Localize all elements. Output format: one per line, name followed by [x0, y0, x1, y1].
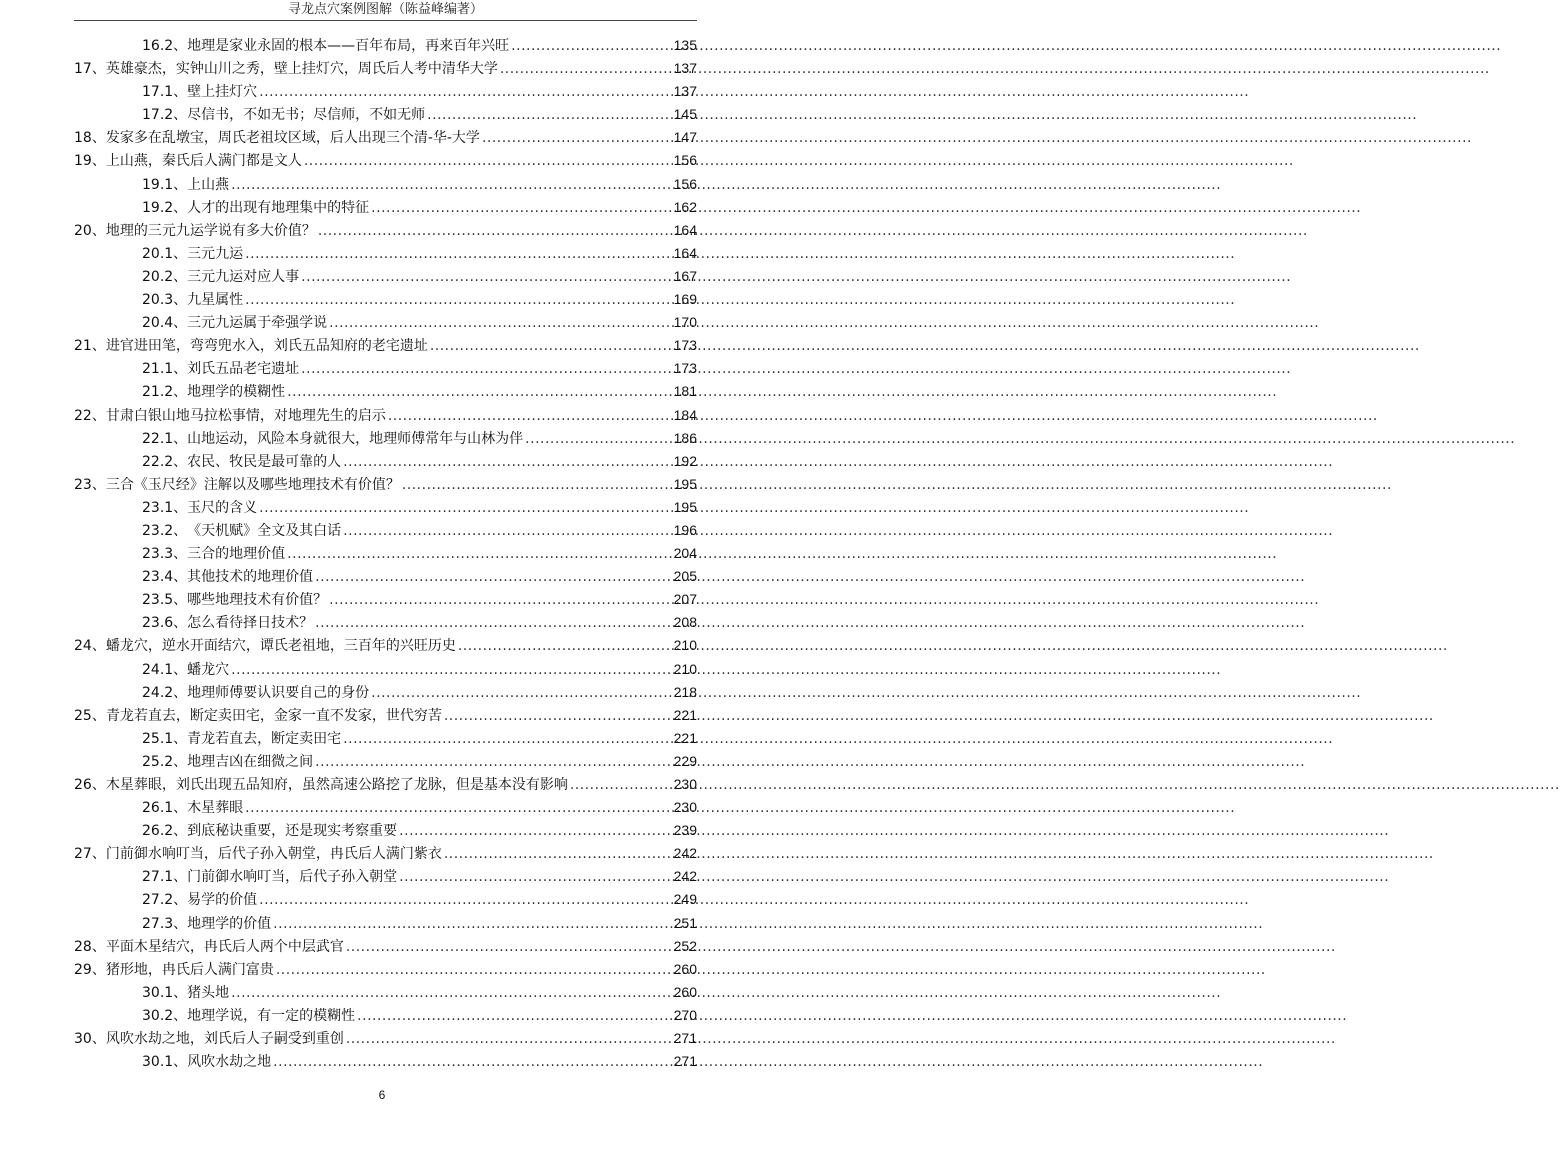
- dot-leader: [245, 797, 671, 820]
- toc-subentry[interactable]: [74, 380, 697, 403]
- toc-entry-number: 24.2、: [142, 684, 188, 701]
- toc-subentry[interactable]: [74, 80, 697, 103]
- toc-entry[interactable]: [74, 334, 697, 357]
- toc-entry-number: 23.2、: [142, 522, 188, 539]
- toc-entry-title: 地理学的价值: [187, 915, 272, 932]
- toc-subentry[interactable]: [74, 427, 697, 450]
- toc-entry-page: 195: [673, 498, 697, 515]
- toc-subentry[interactable]: [74, 588, 697, 611]
- toc-entry-page: 137: [673, 83, 697, 100]
- toc-entry-page: 218: [673, 683, 697, 700]
- dot-leader: [315, 612, 671, 635]
- toc-subentry[interactable]: [74, 311, 697, 334]
- toc-subentry[interactable]: [74, 173, 697, 196]
- dot-leader: [245, 289, 671, 312]
- toc-entry-page: 210: [673, 660, 697, 677]
- toc-entry-page: 210: [673, 637, 697, 654]
- toc-entry-number: 27.3、: [142, 915, 188, 932]
- toc-subentry[interactable]: [74, 727, 697, 750]
- toc-entry-number: 26.1、: [142, 800, 188, 817]
- dot-leader: [315, 751, 671, 774]
- toc-entry-number: 21.2、: [142, 384, 188, 401]
- toc-entry-title: 三元九运对应人事: [187, 268, 300, 285]
- toc-entry-page: 249: [673, 891, 697, 908]
- toc-entry-page: 270: [673, 1006, 697, 1023]
- toc-entry-number: 30.1、: [142, 984, 188, 1001]
- toc-entry-number: 24、: [74, 638, 106, 655]
- toc-entry-page: 271: [673, 1030, 697, 1047]
- toc-entry-number: 22.2、: [142, 453, 188, 470]
- toc-subentry[interactable]: [74, 750, 697, 773]
- toc-entry-number: 20.2、: [142, 268, 188, 285]
- toc-entry-page: 147: [673, 129, 697, 146]
- toc-subentry[interactable]: [74, 542, 697, 565]
- dot-leader: [276, 959, 672, 982]
- toc-entry-number: 25.1、: [142, 730, 188, 747]
- toc-entry-number: 27.2、: [142, 892, 188, 909]
- toc-entry[interactable]: [74, 634, 697, 657]
- toc-entry-number: 23.5、: [142, 592, 188, 609]
- toc-entry-page: 205: [673, 568, 697, 585]
- toc-entry-title: 玉尺的含义: [187, 499, 258, 516]
- toc-entry-number: 28、: [74, 938, 106, 955]
- dot-leader: [343, 520, 671, 543]
- toc-entry-title: 地理学说，有一定的模糊性: [187, 1007, 356, 1024]
- toc-entry-title: 进官进田笔，弯弯兜水入，刘氏五品知府的老宅遗址: [105, 338, 428, 355]
- toc-entry-title: 《天机赋》全文及其白话: [187, 522, 342, 539]
- toc-entry-page: 251: [673, 914, 697, 931]
- toc-entry-page: 181: [673, 383, 697, 400]
- toc-entry-title: 上山燕，秦氏后人满门都是文人: [105, 153, 302, 170]
- toc-entry-title: 青龙若直去，断定卖田宅，金家一直不发家，世代穷苦: [105, 707, 442, 724]
- page-header: 寻龙点穴案例图解（陈益峰编著）: [287, 2, 483, 17]
- dot-leader: [273, 913, 671, 936]
- toc-entry[interactable]: [74, 1027, 697, 1050]
- dot-leader: [444, 843, 672, 866]
- toc-entry-title: 上山燕: [187, 176, 230, 193]
- dot-leader: [318, 220, 672, 243]
- toc-entry-page: 164: [673, 244, 697, 261]
- toc-entry-number: 21.1、: [142, 361, 188, 378]
- toc-entry-page: 184: [673, 406, 697, 423]
- dot-leader: [287, 381, 671, 404]
- dot-leader: [301, 266, 671, 289]
- toc-entry-number: 17.1、: [142, 84, 188, 101]
- dot-leader: [371, 197, 671, 220]
- toc-entry-title: 地理是家业永固的根本——百年布局，再来百年兴旺: [187, 38, 510, 54]
- dot-leader: [329, 312, 671, 335]
- toc-entry-number: 30、: [74, 1031, 106, 1048]
- toc-subentry[interactable]: [74, 912, 697, 935]
- toc-entry[interactable]: [74, 126, 697, 149]
- toc-entry-title: 门前御水响叮当，后代子孙入朝堂: [187, 869, 398, 886]
- toc-entry-title: 甘肃白银山地马拉松事情，对地理先生的启示: [105, 407, 386, 424]
- toc-entry-number: 27.1、: [142, 869, 188, 886]
- toc-entry-page: 156: [673, 175, 697, 192]
- toc-entry-title: 三元九运属于牵强学说: [187, 315, 328, 332]
- toc-entry-number: 23.3、: [142, 546, 188, 563]
- toc-entry-title: 尽信书，不如无书；尽信师，不如无师: [187, 107, 426, 124]
- toc-entry-page: 260: [673, 983, 697, 1000]
- dot-leader: [301, 358, 671, 381]
- toc-subentry[interactable]: [74, 611, 697, 634]
- toc-entry-page: 229: [673, 752, 697, 769]
- header-divider: [74, 20, 697, 21]
- toc-entry-title: 三元九运: [187, 245, 244, 262]
- dot-leader: [343, 728, 671, 751]
- toc-subentry[interactable]: [74, 242, 697, 265]
- toc-subentry[interactable]: [74, 981, 697, 1004]
- toc-entry-page: 242: [673, 868, 697, 885]
- toc-entry-title: 九星属性: [187, 292, 244, 309]
- toc-entry-title: 易学的价值: [187, 892, 258, 909]
- toc-entry-title: 怎么看待择日技术？: [187, 615, 314, 632]
- toc-entry-title: 哪些地理技术有价值？: [187, 592, 328, 609]
- dot-leader: [259, 497, 671, 520]
- toc-entry[interactable]: [74, 57, 697, 80]
- toc-subentry[interactable]: [74, 658, 697, 681]
- toc-entry-page: 196: [673, 521, 697, 538]
- toc-subentry[interactable]: [74, 519, 697, 542]
- toc-entry-title: 风吹水劫之地: [187, 1054, 272, 1071]
- toc-subentry[interactable]: [74, 565, 697, 588]
- toc-subentry[interactable]: [74, 888, 697, 911]
- toc-entry[interactable]: [74, 704, 697, 727]
- toc-entry-number: 22、: [74, 407, 106, 424]
- toc-entry-number: 30.2、: [142, 1007, 188, 1024]
- dot-leader: [357, 1005, 671, 1028]
- toc-entry-title: 农民、牧民是最可靠的人: [187, 453, 342, 470]
- toc-entry-page: 207: [673, 591, 697, 608]
- toc-entry[interactable]: [74, 149, 697, 172]
- toc-entry-number: 29、: [74, 961, 106, 978]
- dot-leader: [427, 104, 671, 127]
- toc-entry-title: 猪形地，冉氏后人满门富贵: [105, 961, 274, 978]
- toc-entry-page: 192: [673, 452, 697, 469]
- toc-entry-title: 地理师傅要认识要自己的身份: [187, 684, 370, 701]
- toc-entry-number: 25.2、: [142, 753, 188, 770]
- toc-entry-title: 蟠龙穴，逆水开面结穴，谭氏老祖地，三百年的兴旺历史: [105, 638, 456, 655]
- page-number: 6: [378, 1088, 386, 1102]
- table-of-contents: [74, 34, 697, 1073]
- toc-entry[interactable]: [74, 404, 697, 427]
- toc-entry-number: 20.4、: [142, 315, 188, 332]
- toc-subentry[interactable]: [74, 288, 697, 311]
- toc-entry-title: 猪头地: [187, 984, 230, 1001]
- toc-entry-title: 英雄豪杰，实钟山川之秀，壁上挂灯穴，周氏后人考中清华大学: [105, 61, 498, 78]
- dot-leader: [329, 589, 671, 612]
- toc-subentry[interactable]: [74, 865, 697, 888]
- toc-entry[interactable]: [74, 773, 697, 796]
- dot-leader: [259, 81, 671, 104]
- dot-leader: [231, 659, 671, 682]
- toc-entry-page: 221: [673, 729, 697, 746]
- toc-entry-number: 17.2、: [142, 107, 188, 124]
- dot-leader: [315, 566, 671, 589]
- dot-leader: [343, 451, 671, 474]
- dot-leader: [399, 866, 671, 889]
- toc-entry-page: 271: [673, 1053, 697, 1070]
- toc-entry-title: 蟠龙穴: [187, 661, 230, 678]
- toc-subentry[interactable]: [74, 196, 697, 219]
- dot-leader: [444, 705, 672, 728]
- toc-entry-number: 25、: [74, 707, 106, 724]
- toc-entry-page: 162: [673, 198, 697, 215]
- toc-entry-page: 230: [673, 799, 697, 816]
- toc-entry-title: 地理学的模糊性: [187, 384, 286, 401]
- toc-entry-page: 208: [673, 614, 697, 631]
- toc-entry-page: 195: [673, 475, 697, 492]
- toc-entry-page: 260: [673, 960, 697, 977]
- toc-entry-number: 20.1、: [142, 245, 188, 262]
- dot-leader: [482, 127, 672, 150]
- toc-entry-page: 145: [673, 106, 697, 123]
- toc-entry-number: 23.4、: [142, 569, 188, 586]
- toc-entry-title: 其他技术的地理价值: [187, 569, 314, 586]
- toc-entry-title: 山地运动，风险本身就很大，地理师傅常年与山林为伴: [187, 430, 524, 447]
- toc-entry[interactable]: [74, 935, 697, 958]
- toc-entry-title: 地理的三元九运学说有多大价值？: [105, 222, 316, 239]
- toc-subentry[interactable]: [74, 34, 697, 57]
- toc-entry-page: 173: [673, 337, 697, 354]
- toc-entry-number: 18、: [74, 130, 106, 147]
- dot-leader: [388, 405, 672, 428]
- dot-leader: [500, 58, 672, 81]
- toc-entry-page: 137: [673, 60, 697, 77]
- toc-entry-title: 木星葬眼: [187, 800, 244, 817]
- toc-entry-number: 27、: [74, 846, 106, 863]
- toc-entry-number: 20、: [74, 222, 106, 239]
- toc-entry-title: 平面木星结穴，冉氏后人两个中层武官: [105, 938, 344, 955]
- toc-entry-number: 19.1、: [142, 176, 188, 193]
- toc-entry-page: 239: [673, 822, 697, 839]
- toc-entry-number: 17、: [74, 61, 106, 78]
- dot-leader: [245, 243, 671, 266]
- toc-entry-number: 19.2、: [142, 199, 188, 216]
- toc-entry-title: 门前御水响叮当，后代子孙入朝堂，冉氏后人满门紫衣: [105, 846, 442, 863]
- dot-leader: [399, 820, 671, 843]
- toc-entry-title: 刘氏五品老宅遗址: [187, 361, 300, 378]
- toc-subentry[interactable]: [74, 1050, 697, 1073]
- toc-subentry[interactable]: [74, 265, 697, 288]
- dot-leader: [346, 936, 672, 959]
- toc-entry-number: 24.1、: [142, 661, 188, 678]
- dot-leader: [273, 1051, 671, 1074]
- toc-entry-page: 242: [673, 845, 697, 862]
- dot-leader: [458, 635, 672, 658]
- toc-subentry[interactable]: [74, 819, 697, 842]
- toc-subentry[interactable]: [74, 796, 697, 819]
- toc-entry-page: 252: [673, 937, 697, 954]
- toc-subentry[interactable]: [74, 103, 697, 126]
- toc-entry-number: 26、: [74, 777, 106, 793]
- toc-entry-page: 221: [673, 706, 697, 723]
- toc-entry-title: 木星葬眼，刘氏出现五品知府，虽然高速公路挖了龙脉，但是基本没有影响: [105, 777, 568, 793]
- dot-leader: [402, 474, 672, 497]
- toc-entry-number: 19、: [74, 153, 106, 170]
- toc-entry-title: 地理吉凶在细微之间: [187, 753, 314, 770]
- toc-entry-number: 30.1、: [142, 1054, 188, 1071]
- toc-entry-title: 到底秘诀重要，还是现实考察重要: [187, 823, 398, 840]
- toc-entry-page: 167: [673, 267, 697, 284]
- toc-entry-page: 135: [673, 37, 697, 53]
- toc-entry-page: 186: [673, 429, 697, 446]
- dot-leader: [511, 35, 671, 58]
- dot-leader: [287, 543, 671, 566]
- dot-leader: [525, 428, 671, 451]
- toc-entry-number: 21、: [74, 338, 106, 355]
- dot-leader: [259, 889, 671, 912]
- toc-subentry[interactable]: [74, 681, 697, 704]
- toc-subentry[interactable]: [74, 496, 697, 519]
- dot-leader: [430, 335, 672, 358]
- dot-leader: [371, 682, 671, 705]
- toc-entry-page: 169: [673, 291, 697, 308]
- toc-entry[interactable]: [74, 842, 697, 865]
- toc-entry-title: 三合《玉尺经》注解以及哪些地理技术有价值？: [105, 476, 400, 493]
- toc-entry-number: 23.1、: [142, 499, 188, 516]
- toc-entry-number: 26.2、: [142, 823, 188, 840]
- toc-entry-page: 230: [673, 776, 697, 792]
- toc-entry-number: 23.6、: [142, 615, 188, 632]
- toc-subentry[interactable]: [74, 357, 697, 380]
- toc-entry-number: 23、: [74, 476, 106, 493]
- toc-entry[interactable]: [74, 473, 697, 496]
- toc-entry-title: 人才的出现有地理集中的特征: [187, 199, 370, 216]
- toc-entry-page: 156: [673, 152, 697, 169]
- toc-entry-title: 青龙若直去，断定卖田宅: [187, 730, 342, 747]
- toc-entry[interactable]: [74, 219, 697, 242]
- dot-leader: [304, 150, 672, 173]
- dot-leader: [346, 1028, 672, 1051]
- toc-subentry[interactable]: [74, 1004, 697, 1027]
- toc-entry-page: 170: [673, 314, 697, 331]
- toc-entry-title: 风吹水劫之地，刘氏后人子嗣受到重创: [105, 1031, 344, 1048]
- toc-entry-number: 20.3、: [142, 292, 188, 309]
- dot-leader: [231, 982, 671, 1005]
- toc-entry-page: 204: [673, 545, 697, 562]
- dot-leader: [231, 174, 671, 197]
- toc-entry[interactable]: [74, 958, 697, 981]
- toc-subentry[interactable]: [74, 450, 697, 473]
- toc-entry-title: 壁上挂灯穴: [187, 84, 258, 101]
- dot-leader: [570, 774, 672, 797]
- toc-entry-page: 164: [673, 221, 697, 238]
- toc-entry-page: 173: [673, 360, 697, 377]
- toc-entry-number: 22.1、: [142, 430, 188, 447]
- toc-entry-title: 发家多在乱墩宝，周氏老祖坟区域，后人出现三个清-华-大学: [105, 130, 480, 147]
- toc-entry-number: 16.2、: [142, 38, 188, 54]
- toc-entry-title: 三合的地理价值: [187, 546, 286, 563]
